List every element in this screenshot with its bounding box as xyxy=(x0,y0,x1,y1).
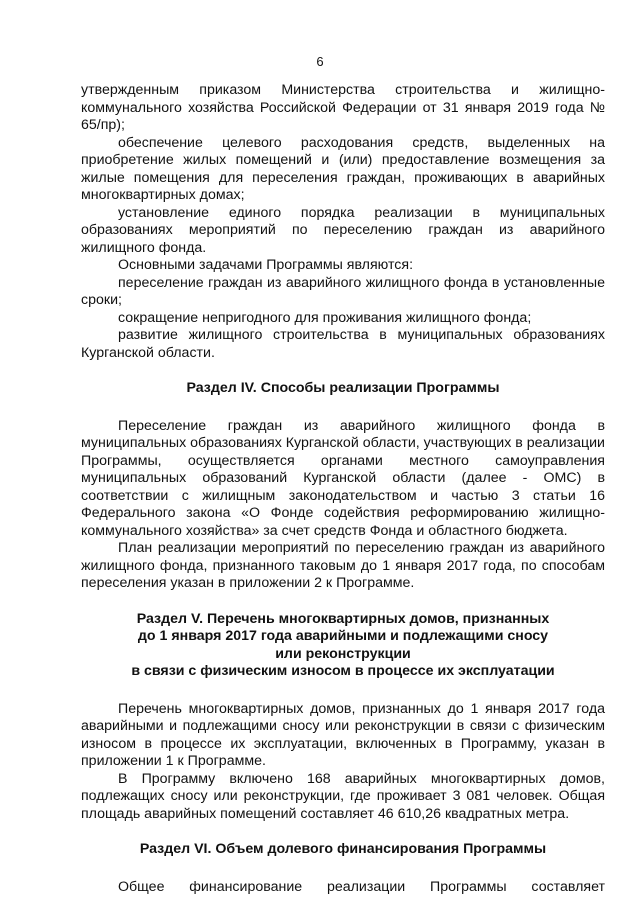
paragraph: обеспечение целевого расходования средств, выделенных на приобретение жилых помещений и (или) предоставление возмещения за жилые помещения для переселения граждан, проживающих в аварийных многоквартирных домах; xyxy=(81,134,605,203)
heading-line: в связи с физическим износом в процессе их эксплуатации xyxy=(131,663,555,679)
heading-line: до 1 января 2017 года аварийными и подлежащими сносу xyxy=(137,628,549,644)
paragraph: развитие жилищного строительства в муниципальных образованиях Курганской области. xyxy=(81,327,605,361)
paragraph: Переселение граждан из аварийного жилищного фонда в муниципальных образованиях Курганской области, участвующих в реализации Программы, осуществляется органами местного самоуправления муниципальных образований Курганской области (далее - ОМС) в соответствии с жилищным законодательством и частью 3 статьи 16 Федерального закона «О Фонде содействия реформированию жилищно-коммунального хозяйства» за счет средств Фонда и областного бюджета. xyxy=(81,417,605,539)
document-body xyxy=(81,82,605,896)
paragraph: Основными задачами Программы являются: xyxy=(118,257,414,273)
section-heading xyxy=(81,380,605,398)
paragraph: Перечень многоквартирных домов, признанных до 1 января 2017 года аварийными и подлежащими сносу или реконструкции в связи с физическим износом в процессе их эксплуатации, включенных в Программу, указан в приложении 1 к Программе. xyxy=(81,700,605,769)
paragraph: План реализации мероприятий по переселению граждан из аварийного жилищного фонда, признанного таковым до 1 января 2017 года, по способам переселения указан в приложении 2 к Программе. xyxy=(81,540,605,591)
heading-line: Раздел V. Перечень многоквартирных домов, признанных xyxy=(136,610,550,627)
heading-line: или реконструкции xyxy=(275,645,411,662)
section-heading xyxy=(81,611,605,681)
paragraph: В Программу включено 168 аварийных многоквартирных домов, подлежащих сносу или реконструкции, где проживает 3 081 человек. Общая площадь аварийных помещений составляет 46 610,26 квадратных метра. xyxy=(81,770,605,822)
section-heading xyxy=(81,841,605,859)
paragraph: сокращение непригодного для проживания жилищного фонда; xyxy=(118,309,532,326)
paragraph: установление единого порядка реализации в муниципальных образованиях мероприятий по переселению граждан из аварийного жилищного фонда. xyxy=(81,204,605,256)
paragraph: переселение граждан из аварийного жилищного фонда в установленные сроки; xyxy=(81,274,605,308)
page-number: 6 xyxy=(316,54,324,69)
heading-line: Раздел VI. Объем долевого финансирования Программы xyxy=(139,841,547,857)
paragraph: Общее финансирование реализации Программы составляет xyxy=(118,878,605,895)
heading-line: Раздел IV. Способы реализации Программы xyxy=(186,380,500,396)
paragraph: утвержденным приказом Министерства строительства и жилищно-коммунального хозяйства Российской Федерации от 31 января 2019 года № 65/пр); xyxy=(81,82,605,133)
